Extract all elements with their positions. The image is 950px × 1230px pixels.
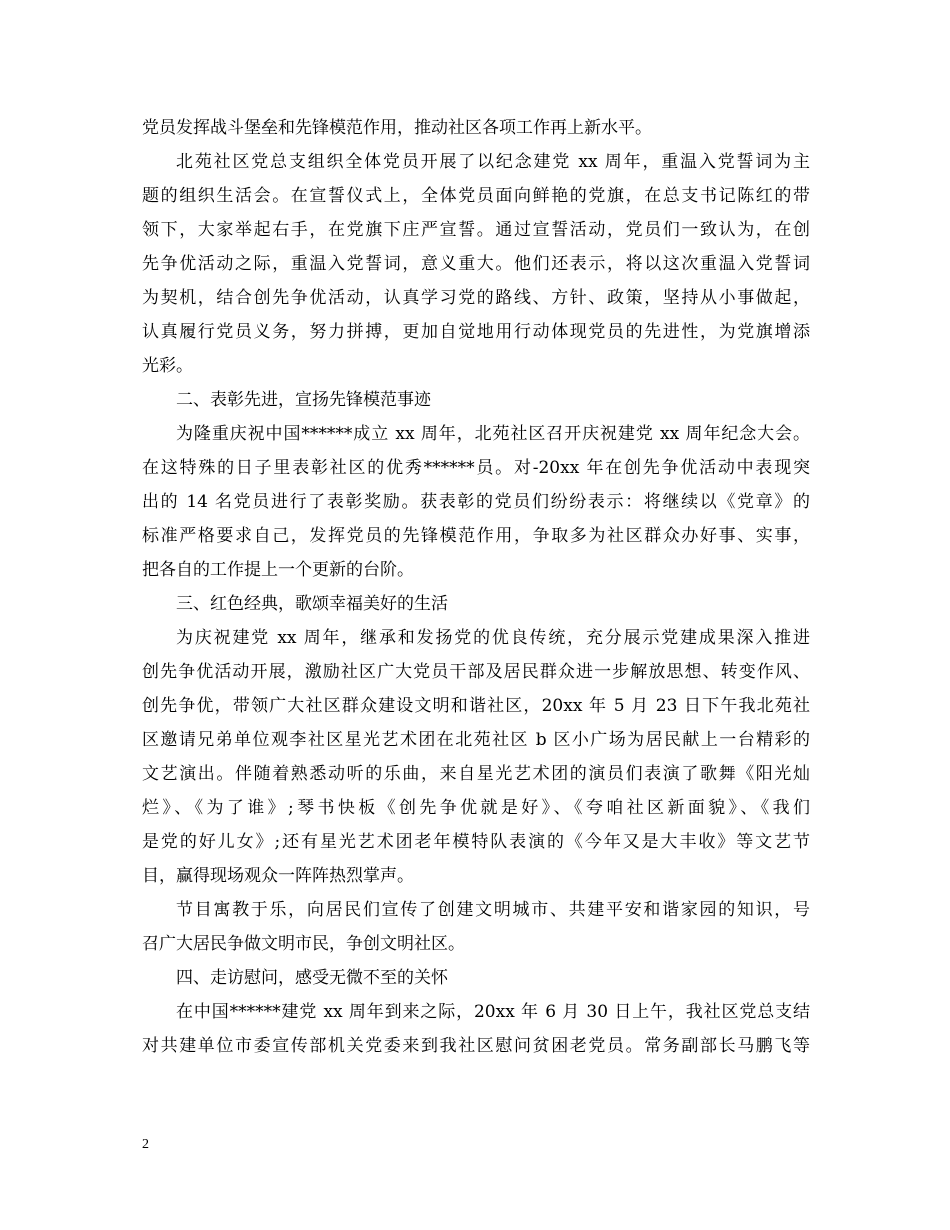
- document-body: [142, 111, 810, 1063]
- paragraph-start-line: 北苑社区党总支组织全体党员开展了以纪念建党 xx 周年，重温入党誓词为主: [176, 152, 810, 172]
- text-line: 题的组织生活会。在宣誓仪式上，全体党员面向鲜艳的党旗，在总支书记陈红的带: [142, 186, 810, 206]
- text-line: 党员发挥战斗堡垒和先锋模范作用，推动社区各项工作再上新水平。: [142, 118, 652, 138]
- text-line: 先争优活动之际，重温入党誓词，意义重大。他们还表示，将以这次重温入党誓词: [142, 254, 810, 274]
- text-line: 光彩。: [142, 356, 193, 376]
- text-line: 在这特殊的日子里表彰社区的优秀******员。对-20xx 年在创先争优活动中表现突: [142, 458, 810, 478]
- page-number: 2: [142, 1137, 149, 1152]
- paragraph-start-line: 节目寓教于乐，向居民们宣传了创建文明城市、共建平安和谐家园的知识，号: [176, 900, 810, 920]
- text-line: 领下，大家举起右手，在党旗下庄严宣誓。通过宣誓活动，党员们一致认为，在创: [142, 220, 810, 240]
- text-line: 认真履行党员义务，努力拼搏，更加自觉地用行动体现党员的先进性，为党旗增添: [142, 322, 810, 342]
- text-line: 对共建单位市委宣传部机关党委来到我社区慰问贫困老党员。常务副部长马鹏飞等: [142, 1036, 810, 1056]
- text-line: 文艺演出。伴随着熟悉动听的乐曲，来自星光艺术团的演员们表演了歌舞《阳光灿: [142, 764, 810, 784]
- section-heading: 四、走访慰问，感受无微不至的关怀: [176, 968, 448, 988]
- text-line: 是党的好儿女》;还有星光艺术团老年模特队表演的《今年又是大丰收》等文艺节: [142, 832, 810, 852]
- text-line: 把各自的工作提上一个更新的台阶。: [142, 560, 414, 580]
- text-line: 创先争优，带领广大社区群众建设文明和谐社区，20xx 年 5 月 23 日下午我北苑社: [142, 696, 810, 716]
- text-line: 区邀请兄弟单位观李社区星光艺术团在北苑社区 b 区小广场为居民献上一台精彩的: [142, 730, 810, 750]
- text-line: 标准严格要求自己，发挥党员的先锋模范作用，争取多为社区群众办好事、实事，: [142, 526, 810, 546]
- paragraph-start-line: 在中国******建党 xx 周年到来之际，20xx 年 6 月 30 日上午，我社区党总支结: [176, 1002, 810, 1022]
- text-line: 出的 14 名党员进行了表彰奖励。获表彰的党员们纷纷表示：将继续以《党章》的: [142, 492, 810, 512]
- section-heading: 二、表彰先进，宣扬先锋模范事迹: [176, 390, 431, 410]
- text-line: 召广大居民争做文明市民，争创文明社区。: [142, 934, 465, 954]
- text-line: 创先争优活动开展，激励社区广大党员干部及居民群众进一步解放思想、转变作风、: [142, 662, 810, 682]
- paragraph-start-line: 为隆重庆祝中国******成立 xx 周年，北苑社区召开庆祝建党 xx 周年纪念大会。: [176, 424, 810, 444]
- text-line: 烂》、《为了谁》;琴书快板《创先争优就是好》、《夸咱社区新面貌》、《我们: [142, 798, 810, 818]
- text-line: 目，赢得现场观众一阵阵热烈掌声。: [142, 866, 414, 886]
- section-heading: 三、红色经典，歌颂幸福美好的生活: [176, 594, 448, 614]
- paragraph-start-line: 为庆祝建党 xx 周年，继承和发扬党的优良传统，充分展示党建成果深入推进: [176, 628, 810, 648]
- text-line: 为契机，结合创先争优活动，认真学习党的路线、方针、政策，坚持从小事做起，: [142, 288, 810, 308]
